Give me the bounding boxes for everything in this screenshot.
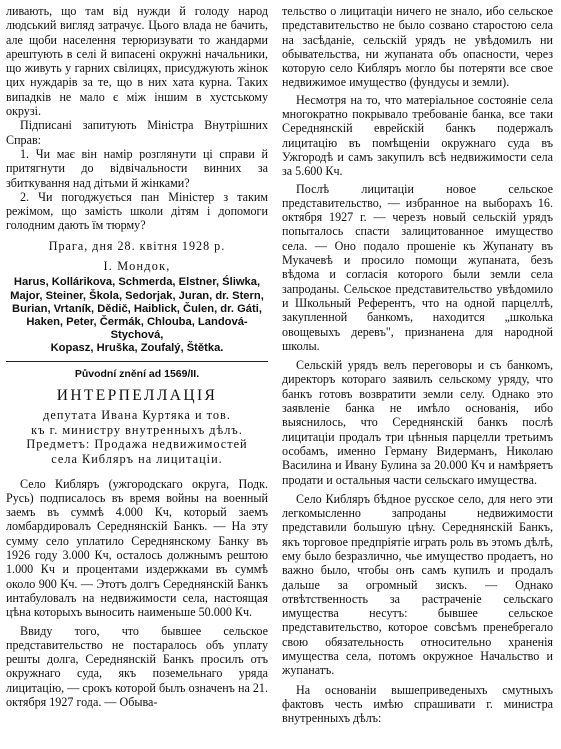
signer-line: Burian, Vrtaník, Dědič, Haiblick, Čulen, dr. Gáti, (12, 302, 262, 315)
paragraph: Підписані запитують Міністра Внутрішних Справ: (6, 118, 268, 147)
signer-line: Major, Steiner, Škola, Sedorjak, Juran, dr. Stern, (10, 289, 264, 302)
paragraph: Ввиду того, что бывшее сельское представительство не постаралось объ уплату решты долга, Середнянскій Банкъ просилъ отъ окружнаго суда, якъ поземельнаго уряда лицитацію, — срокъ которой былъ означенъ на 21. октября 1927 года. — Обыва- (6, 623, 268, 709)
subject-line: села Кибляръ на лицитаціи. (51, 451, 223, 466)
signer-line: Harus, Kollárikova, Schmerda, Elstner, Śliwka, (13, 276, 261, 289)
paragraph: тельство о лицитаціи ничего не знало, ибо сельское представительство не было созвано старостою села на засѣданіе, сельскій урядъ не увѣдомилъ ни обывательства, ни жупаната объ опасности, через которую село Кибляръ могло бы потеряти все свое недвижимое имущество (фундусы и земли). (282, 4, 553, 90)
question-item: 2. Чи погоджується пан Міністер з таким режімом, що замість школи дітям і допомоги голодним дають їм тюрму? (6, 189, 268, 233)
subheading: къ г. министру внутренныхъ дѣлъ. (31, 422, 243, 437)
signer-line: Kopasz, Hruška, Zoufalý, Štětka. (50, 342, 224, 355)
signature-date: Прага, дня 28. квітня 1928 р. (48, 238, 226, 253)
right-column (282, 4, 553, 726)
paragraph: Сельскій урядъ велъ переговоры и съ банкомъ, директоръ котораго заявилъ сельскому уряду, что банкъ готовъ возвратити земли селу. Однако это заявленіе банка не имѣло основанія, ибо выяснилось, что Середнянскій банкъ послѣ лицитаціи продалъ три цѣнныя парцелли третьимъ особамъ, именно Герману Видерманъ, Николаю Василина и Ивану Булина за 20.000 Кч и намѣряетъ продати и остальныя части сельскаго имущества. (282, 358, 553, 487)
paragraph: Несмотря на то, что матеріальное состояніе села многократно покрывало требованіе банка, все таки Середнянскій еврейскій банкъ подержалъ лицитацію въ помѣщеніи окружнаго суда въ Ужгородѣ и самъ закупилъ всѣ недвижимости села за 5.600 Кч. (282, 92, 553, 179)
paragraph: Село Кибляръ (ужгородскаго округа, Подк. Русь) подписалось въ время войны на военный заемъ въ суммѣ 4.000 Кч, который заемъ ломбардировалъ Середнянскій Банкъ. — На эту сумму село уплатило Середнянскому Банку въ 1926 году 3.000 Кч, осталось должнымъ рештою 1.000 Кч и процентами издержками въ суммѣ около 900 Кч. — Этотъ долгъ Середнянскій Банкъ интабуловалъ на недвижимости села, настоящая цѣна которыхъ выносить наименьше 50.000 Кч. (6, 476, 268, 620)
original-version-note: Původní znění ad 1569/II. (74, 367, 200, 380)
left-column (6, 4, 268, 709)
question-item: 1. Чи має він намір розглянути ці справи й притягнути до відвічальности винних за збиткування над дітьми й жінками? (6, 146, 268, 190)
section-heading: ИНТЕРПЕЛЛАЦІЯ (56, 386, 218, 404)
paragraph: На основаніи вышеприведеныхъ смутныхъ фактовъ честь имѣю спрашивати г. министра внутренныхъ дѣлъ: (282, 682, 553, 726)
paragraph: ливають, що там від нужди й голоду народ людський вигляд затрачує. Цього влада не бачить, але щоби населення терюризувати то жандарми арештують в селі й випасені окружні начальники, що живуть у гарних свілицях, присуджують жінок цих нуждарів за те, що в них хата курна. Таких випадків не мало є між іншим в хустському окрузі. (6, 4, 268, 119)
subheading: депутата Ивана Куртяка и тов. (43, 408, 231, 423)
author-name: I. Мондок, (103, 259, 171, 274)
paragraph: Послѣ лицитаціи новое сельское представительство, — избранное на выборахъ 16. октября 1927 г. — черезъ новый сельскій урядъ попыталось спасти залицитованное имущество села. — Оно подало прошеніе къ Жупанату въ Мукачевѣ и просило помощи жупаната, безъ вѣдома и согласія которого были земли села запроданы. Сельское представительство увѣдомило и Школьный Референтъ, что на одной парцеллѣ, закупленной банкомъ, находится „школька овощевыхъ деревъ", признанена для народной школы. (282, 181, 553, 353)
section-divider (6, 361, 268, 362)
signer-line: Haken, Peter, Čermák, Chlouba, Landová-Stychová, (26, 315, 248, 342)
paragraph: Село Кибляръ бѣдное русское село, для него эти легкомысленно запроданы недвижимости представили большую цѣну. Середнянскій Банкъ, якъ торговое предпріятіе играть роль въ этомъ дѣлѣ, ему было безразлично, чье имущество продаетъ, но важно было, чтобы онъ самъ купилъ и продалъ дальше за огромный зискъ. — Однако отвѣтственность за растраченіе сельскаго имущества несутъ: бывшее сельское представительство, которое совсѣмъ пренебрегало свою обязательность относительно храненія имущества села, потомъ окружное Начальство и жупанатъ. (282, 491, 553, 678)
subject-line: Предметъ: Продажа недвижимостей (26, 437, 248, 452)
